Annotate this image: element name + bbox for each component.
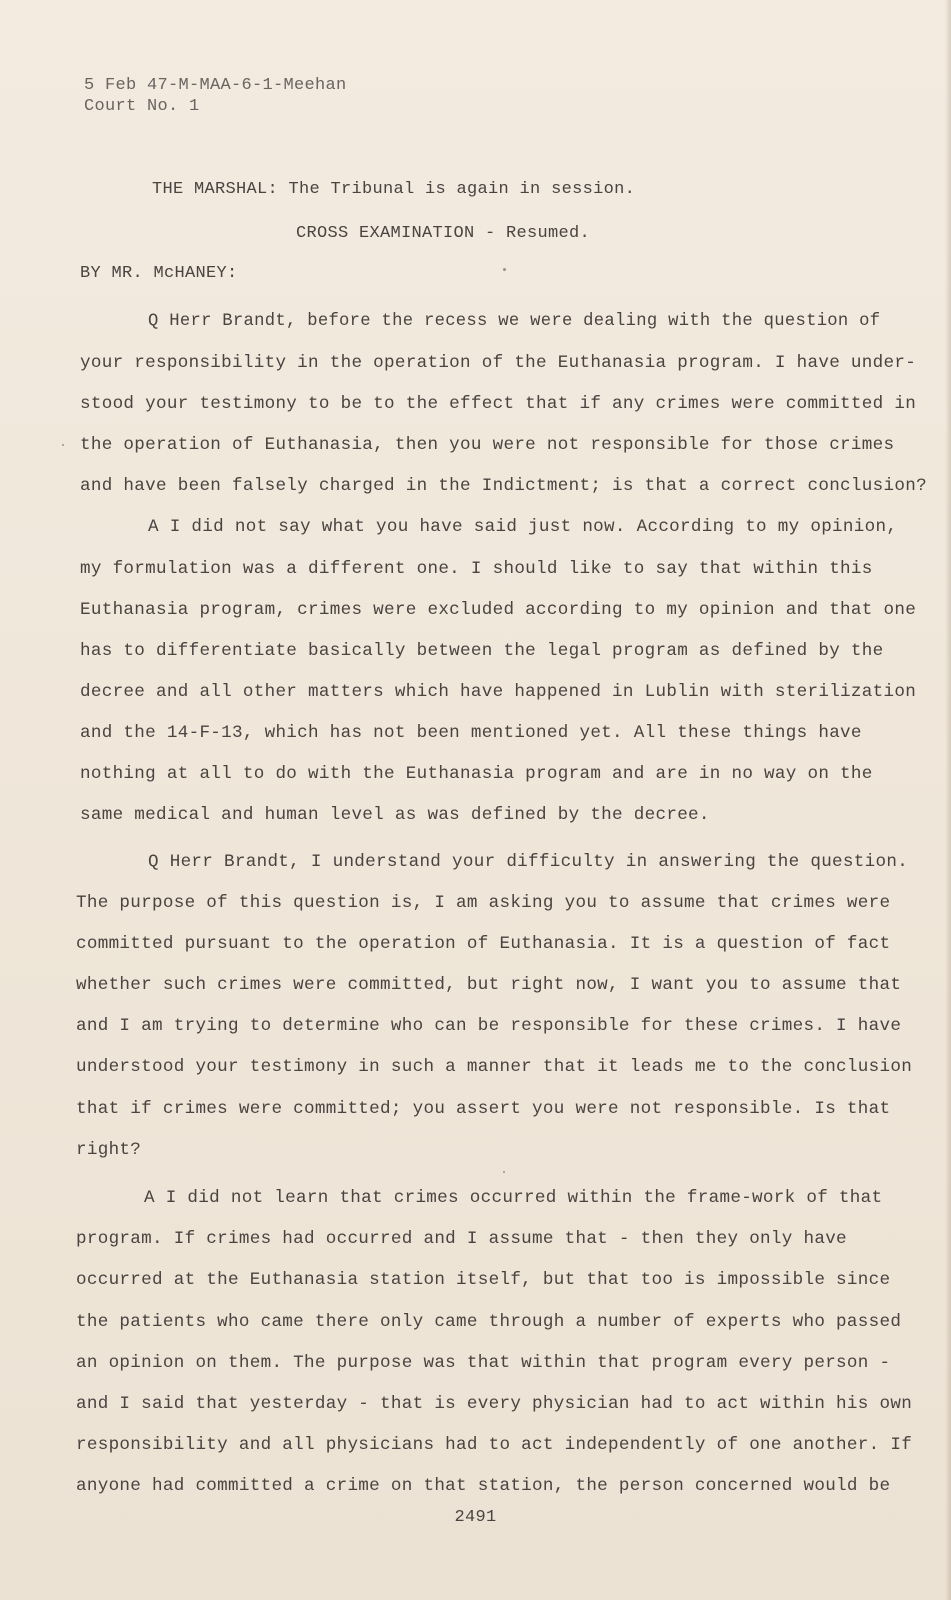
transcript-line: same medical and human level as was defined by the decree.: [80, 805, 710, 825]
header-court: Court No. 1: [84, 97, 200, 116]
transcript-line: and the 14-F-13, which has not been mentioned yet. All these things have: [80, 723, 862, 743]
transcript-line: and have been falsely charged in the Indictment; is that a correct conclusion?: [80, 476, 927, 496]
transcript-line: A I did not say what you have said just now. According to my opinion,: [148, 517, 898, 537]
paper-speck: [503, 1171, 505, 1173]
transcript-line: A I did not learn that crimes occurred within the frame-work of that: [144, 1188, 883, 1208]
marshal-statement: THE MARSHAL: The Tribunal is again in session.: [152, 180, 636, 199]
page-number: 2491: [454, 1508, 497, 1527]
transcript-line: responsibility and all physicians had to act independently of one another. If: [76, 1435, 913, 1455]
transcript-line: and I said that yesterday - that is every physician had to act within his own: [76, 1394, 913, 1414]
transcript-line: Q Herr Brandt, I understand your difficulty in answering the question.: [148, 852, 909, 872]
transcript-line: whether such crimes were committed, but right now, I want you to assume that: [76, 975, 902, 995]
transcript-line: right?: [76, 1140, 142, 1160]
transcript-line: that if crimes were committed; you assert you were not responsible. Is that: [76, 1099, 891, 1119]
transcript-line: has to differentiate basically between the legal program as defined by the: [80, 641, 884, 661]
transcript-line: committed pursuant to the operation of Euthanasia. It is a question of fact: [76, 934, 891, 954]
paper-speck: [62, 444, 64, 446]
transcript-line: anyone had committed a crime on that station, the person concerned would be: [76, 1476, 891, 1496]
transcript-line: your responsibility in the operation of the Euthanasia program. I have under-: [80, 353, 917, 373]
transcript-line: stood your testimony to be to the effect that if any crimes were committed in: [80, 394, 917, 414]
transcript-line: program. If crimes had occurred and I assume that - then they only have: [76, 1229, 847, 1249]
transcript-line: Euthanasia program, crimes were excluded according to my opinion and that one: [80, 600, 917, 620]
transcript-line: the patients who came there only came through a number of experts who passed: [76, 1312, 902, 1332]
transcript-line: understood your testimony in such a manner that it leads me to the conclusion: [76, 1057, 913, 1077]
transcript-line: The purpose of this question is, I am asking you to assume that crimes were: [76, 893, 891, 913]
transcript-line: an opinion on them. The purpose was that within that program every person -: [76, 1353, 891, 1373]
transcript-line: the operation of Euthanasia, then you were not responsible for those crimes: [80, 435, 895, 455]
header-reference: 5 Feb 47-M-MAA-6-1-Meehan: [84, 76, 347, 95]
section-title: CROSS EXAMINATION - Resumed.: [296, 224, 591, 243]
examiner-line: BY MR. McHANEY:: [80, 264, 238, 283]
paper-speck: [503, 268, 506, 271]
transcript-line: Q Herr Brandt, before the recess we were dealing with the question of: [148, 312, 881, 331]
transcript-line: decree and all other matters which have happened in Lublin with sterilization: [80, 682, 917, 702]
transcript-line: occurred at the Euthanasia station itself, but that too is impossible since: [76, 1270, 891, 1290]
transcript-line: and I am trying to determine who can be responsible for these crimes. I have: [76, 1016, 902, 1036]
transcript-line: nothing at all to do with the Euthanasia program and are in no way on the: [80, 764, 873, 784]
page-edge-shadow: [945, 0, 951, 1600]
transcript-line: my formulation was a different one. I should like to say that within this: [80, 559, 873, 579]
